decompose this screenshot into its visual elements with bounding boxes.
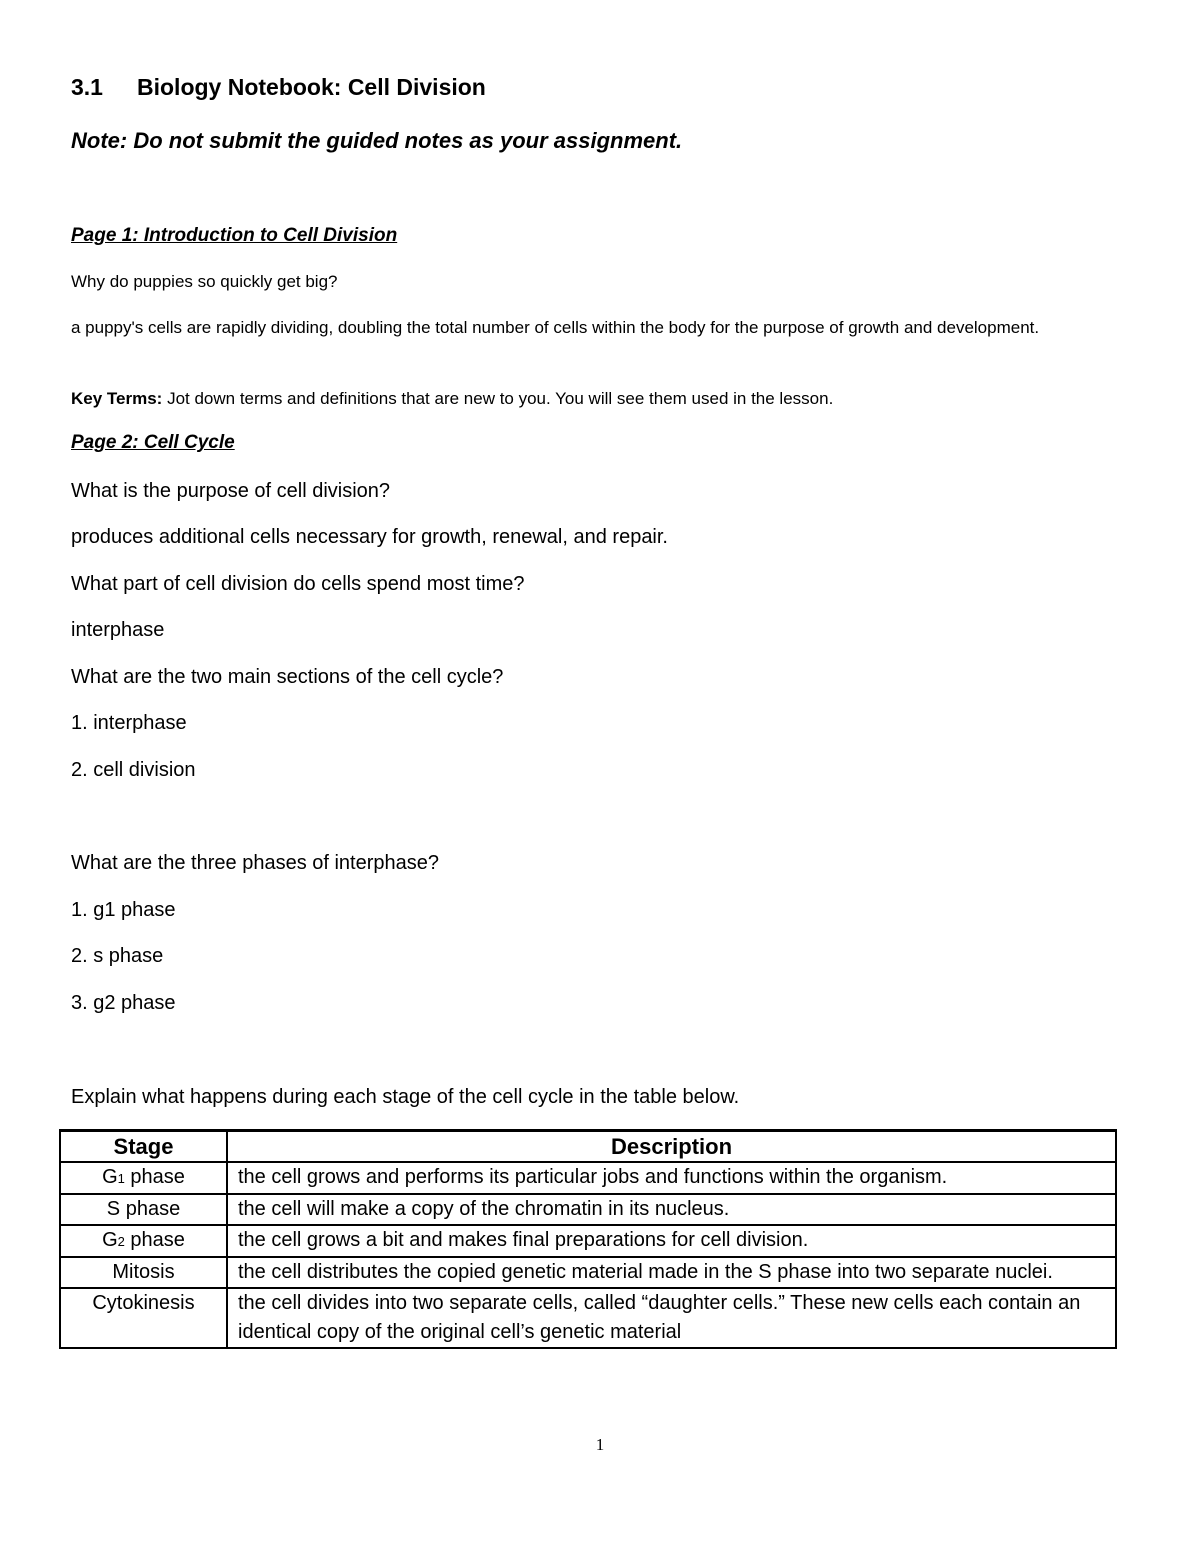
answer-phase-3: 3. g2 phase: [71, 992, 176, 1014]
stage-cell: S phase: [60, 1194, 227, 1225]
stage-suffix: phase: [124, 1229, 185, 1251]
page1-question: Why do puppies so quickly get big?: [71, 272, 338, 291]
question-interphase-phases: What are the three phases of interphase?: [71, 852, 440, 874]
key-terms: [71, 389, 833, 409]
stage-cell: Mitosis: [60, 1257, 227, 1288]
table-prompt: Explain what happens during each stage of the cell cycle in the table below.: [71, 1086, 740, 1108]
description-cell: the cell will make a copy of the chromatin in its nucleus.: [227, 1194, 1116, 1225]
header-description: Description: [227, 1131, 1116, 1163]
table-row: [60, 1194, 1116, 1225]
table-row: [60, 1225, 1116, 1257]
table-row: [60, 1257, 1116, 1288]
question-purpose: What is the purpose of cell division?: [71, 480, 391, 502]
answer-section-2: 2. cell division: [71, 759, 196, 781]
stage-cell: [60, 1162, 227, 1194]
cell-cycle-table: [59, 1129, 1117, 1349]
stage-cell: Cytokinesis: [60, 1288, 227, 1348]
section-number: 3.1: [71, 74, 103, 100]
stage-subscript: 2: [117, 1234, 125, 1249]
description-cell: the cell grows a bit and makes final preparations for cell division.: [227, 1225, 1116, 1257]
description-cell: the cell grows and performs its particular jobs and functions within the organism.: [227, 1162, 1116, 1194]
stage-suffix: phase: [124, 1166, 185, 1188]
description-cell: the cell distributes the copied genetic material made in the S phase into two separate nuclei.: [227, 1257, 1116, 1288]
page1-answer: a puppy's cells are rapidly dividing, doubling the total number of cells within the body for the purpose of growth and development.: [71, 318, 1040, 337]
page2-heading: Page 2: Cell Cycle: [71, 432, 235, 453]
answer-phase-1: 1. g1 phase: [71, 899, 176, 921]
key-terms-text: Jot down terms and definitions that are new to you. You will see them used in the lesson.: [162, 389, 834, 408]
stage-cell: [60, 1225, 227, 1257]
key-terms-label: Key Terms:: [71, 389, 163, 408]
stage-letter: G: [102, 1229, 118, 1251]
question-most-time: What part of cell division do cells spend most time?: [71, 573, 525, 595]
answer-most-time: interphase: [71, 619, 165, 641]
question-main-sections: What are the two main sections of the cell cycle?: [71, 666, 504, 688]
document-title: [71, 74, 486, 101]
answer-purpose: produces additional cells necessary for growth, renewal, and repair.: [71, 526, 668, 548]
stage-subscript: 1: [117, 1171, 125, 1186]
answer-section-1: 1. interphase: [71, 712, 187, 734]
table-header-row: [60, 1131, 1116, 1163]
header-stage: Stage: [60, 1131, 227, 1163]
submission-note: Note: Do not submit the guided notes as your assignment.: [71, 128, 683, 153]
table-row: [60, 1288, 1116, 1348]
stage-letter: G: [102, 1166, 118, 1188]
title-text: Biology Notebook: Cell Division: [137, 74, 486, 100]
page1-heading: Page 1: Introduction to Cell Division: [71, 225, 398, 246]
answer-phase-2: 2. s phase: [71, 945, 164, 967]
description-cell: the cell divides into two separate cells, called “daughter cells.” These new cells each contain an identical copy of the original cell’s genetic material: [227, 1288, 1116, 1348]
page-number: 1: [595, 1435, 605, 1454]
table-row: [60, 1162, 1116, 1194]
